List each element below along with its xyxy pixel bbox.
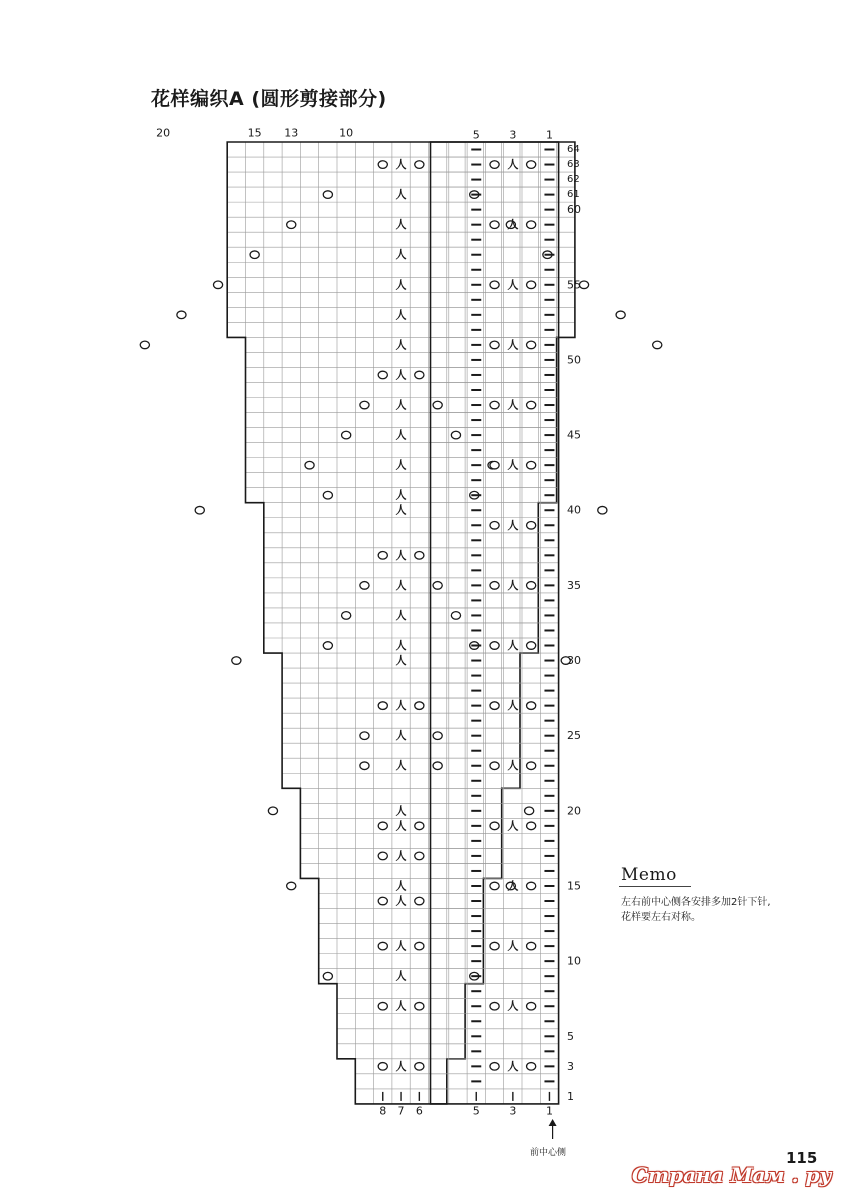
yarn-over-symbol: [378, 371, 387, 379]
decrease-symbol: 人: [395, 999, 407, 1013]
bottom-column-label: 5: [472, 1104, 480, 1118]
yarn-over-symbol: [490, 401, 499, 409]
decrease-symbol: 人: [507, 278, 519, 292]
decrease-symbol: 人: [507, 578, 519, 592]
yarn-over-symbol: [415, 852, 424, 860]
yarn-over-symbol: [527, 461, 536, 469]
decrease-symbol: 人: [507, 699, 519, 713]
yarn-over-symbol: [195, 506, 204, 514]
yarn-over-symbol: [323, 642, 332, 650]
decrease-symbol: 人: [507, 398, 519, 412]
yarn-over-symbol: [378, 897, 387, 905]
bottom-column-label: 8: [379, 1104, 387, 1118]
yarn-over-symbol: [305, 461, 314, 469]
yarn-over-symbol: [527, 341, 536, 349]
row-number: 35: [567, 578, 581, 592]
decrease-symbol: 人: [507, 879, 519, 893]
yarn-over-symbol: [378, 1063, 387, 1071]
yarn-over-symbol: [232, 657, 241, 665]
yarn-over-symbol: [378, 1002, 387, 1010]
yarn-over-symbol: [415, 702, 424, 710]
row-number: 30: [567, 654, 581, 668]
yarn-over-symbol: [415, 371, 424, 379]
yarn-over-symbol: [287, 882, 296, 890]
row-number: 1: [567, 1089, 574, 1103]
decrease-symbol: 人: [395, 248, 407, 262]
yarn-over-symbol: [451, 431, 460, 439]
yarn-over-symbol: [378, 161, 387, 169]
page-number: 115: [786, 1149, 818, 1167]
yarn-over-symbol: [378, 942, 387, 950]
yarn-over-symbol: [360, 732, 369, 740]
decrease-symbol: 人: [395, 639, 407, 653]
yarn-over-symbol: [342, 612, 351, 620]
yarn-over-symbol: [490, 1063, 499, 1071]
yarn-over-symbol: [616, 311, 625, 319]
yarn-over-symbol: [140, 341, 149, 349]
column-number: 5: [472, 128, 480, 142]
yarn-over-symbol: [323, 972, 332, 980]
decrease-symbol: 人: [507, 458, 519, 472]
row-number: 62: [567, 174, 580, 186]
decrease-symbol: 人: [395, 548, 407, 562]
yarn-over-symbol: [527, 521, 536, 529]
bottom-column-label: 3: [509, 1104, 517, 1118]
decrease-symbol: 人: [395, 759, 407, 773]
decrease-symbol: 人: [507, 759, 519, 773]
yarn-over-symbol: [415, 942, 424, 950]
decrease-symbol: 人: [507, 819, 519, 833]
yarn-over-symbol: [433, 401, 442, 409]
memo-line: 左右前中心侧各安排多加2针下针,: [621, 897, 771, 908]
yarn-over-symbol: [490, 281, 499, 289]
decrease-symbol: 人: [507, 939, 519, 953]
yarn-over-symbol: [527, 221, 536, 229]
yarn-over-symbol: [342, 431, 351, 439]
yarn-over-symbol: [360, 401, 369, 409]
page-title: 花样编织A (圆形剪接部分): [151, 88, 387, 110]
up-arrow-icon: [549, 1119, 557, 1126]
decrease-symbol: 人: [395, 488, 407, 502]
row-number: 5: [567, 1029, 574, 1043]
yarn-over-symbol: [527, 582, 536, 590]
decrease-symbol: 人: [507, 1059, 519, 1073]
yarn-over-symbol: [598, 506, 607, 514]
row-number: 15: [567, 879, 581, 893]
yarn-over-symbol: [490, 582, 499, 590]
decrease-symbol: 人: [507, 158, 519, 172]
decrease-symbol: 人: [507, 639, 519, 653]
decrease-symbol: 人: [395, 338, 407, 352]
yarn-over-symbol: [490, 882, 499, 890]
decrease-symbol: 人: [395, 503, 407, 517]
decrease-symbol: 人: [395, 218, 407, 232]
yarn-over-symbol: [527, 1063, 536, 1071]
decrease-symbol: 人: [395, 308, 407, 322]
decrease-symbol: 人: [395, 158, 407, 172]
yarn-over-symbol: [490, 161, 499, 169]
yarn-over-symbol: [415, 1002, 424, 1010]
row-number: 20: [567, 804, 581, 818]
decrease-symbol: 人: [507, 999, 519, 1013]
row-number: 61: [567, 189, 580, 201]
row-number: 55: [567, 278, 581, 292]
yarn-over-symbol: [415, 552, 424, 560]
yarn-over-symbol: [415, 897, 424, 905]
yarn-over-symbol: [490, 762, 499, 770]
decrease-symbol: 人: [507, 518, 519, 532]
decrease-symbol: 人: [395, 1059, 407, 1073]
bottom-column-label: 1: [545, 1104, 553, 1118]
watermark-logo: Страна Мам . ру: [632, 1163, 832, 1187]
row-number: 50: [567, 353, 581, 367]
memo-title: Memo: [621, 865, 677, 885]
memo-line: 花样要左右对称。: [621, 912, 701, 923]
decrease-symbol: 人: [395, 699, 407, 713]
yarn-over-symbol: [433, 582, 442, 590]
decrease-symbol: 人: [395, 879, 407, 893]
yarn-over-symbol: [415, 1063, 424, 1071]
yarn-over-symbol: [378, 552, 387, 560]
yarn-over-symbol: [378, 822, 387, 830]
yarn-over-symbol: [525, 807, 534, 815]
yarn-over-symbol: [527, 762, 536, 770]
row-number: 3: [567, 1059, 574, 1073]
decrease-symbol: 人: [395, 278, 407, 292]
decrease-symbol: 人: [507, 338, 519, 352]
decrease-symbol: 人: [507, 218, 519, 232]
yarn-over-symbol: [433, 762, 442, 770]
memo-underline: [619, 886, 691, 887]
row-number: 40: [567, 503, 581, 517]
yarn-over-symbol: [360, 582, 369, 590]
decrease-symbol: 人: [395, 654, 407, 668]
yarn-over-symbol: [451, 612, 460, 620]
decrease-symbol: 人: [395, 729, 407, 743]
yarn-over-symbol: [213, 281, 222, 289]
yarn-over-symbol: [490, 221, 499, 229]
yarn-over-symbol: [527, 882, 536, 890]
bottom-column-label: 7: [397, 1104, 405, 1118]
yarn-over-symbol: [527, 281, 536, 289]
yarn-over-symbol: [490, 341, 499, 349]
yarn-over-symbol: [527, 942, 536, 950]
row-number: 45: [567, 428, 581, 442]
yarn-over-symbol: [360, 762, 369, 770]
decrease-symbol: 人: [395, 398, 407, 412]
decrease-symbol: 人: [395, 819, 407, 833]
yarn-over-symbol: [490, 461, 499, 469]
yarn-over-symbol: [527, 822, 536, 830]
decrease-symbol: 人: [395, 188, 407, 202]
row-number: 10: [567, 954, 581, 968]
decrease-symbol: 人: [395, 804, 407, 818]
decrease-symbol: 人: [395, 939, 407, 953]
bottom-column-label: 6: [415, 1104, 423, 1118]
yarn-over-symbol: [250, 251, 259, 259]
column-number: 15: [247, 126, 262, 140]
row-number: 63: [567, 159, 580, 171]
decrease-symbol: 人: [395, 969, 407, 983]
yarn-over-symbol: [177, 311, 186, 319]
column-number: 3: [509, 128, 517, 142]
yarn-over-symbol: [490, 1002, 499, 1010]
yarn-over-symbol: [527, 1002, 536, 1010]
column-number: 20: [156, 126, 171, 140]
decrease-symbol: 人: [395, 368, 407, 382]
decrease-symbol: 人: [395, 578, 407, 592]
yarn-over-symbol: [415, 822, 424, 830]
yarn-over-symbol: [268, 807, 277, 815]
yarn-over-symbol: [433, 732, 442, 740]
row-number: 64: [567, 144, 580, 156]
decrease-symbol: 人: [395, 458, 407, 472]
yarn-over-symbol: [415, 161, 424, 169]
yarn-over-symbol: [378, 702, 387, 710]
yarn-over-symbol: [653, 341, 662, 349]
yarn-over-symbol: [490, 521, 499, 529]
decrease-symbol: 人: [395, 894, 407, 908]
column-number: 10: [339, 126, 354, 140]
yarn-over-symbol: [527, 702, 536, 710]
yarn-over-symbol: [527, 161, 536, 169]
decrease-symbol: 人: [395, 428, 407, 442]
decrease-symbol: 人: [395, 849, 407, 863]
yarn-over-symbol: [287, 221, 296, 229]
column-number: 1: [545, 128, 553, 142]
yarn-over-symbol: [490, 702, 499, 710]
yarn-over-symbol: [490, 942, 499, 950]
decrease-symbol: 人: [395, 608, 407, 622]
front-center-label: 前中心侧: [530, 1148, 567, 1158]
yarn-over-symbol: [323, 191, 332, 199]
yarn-over-symbol: [527, 642, 536, 650]
column-number: 13: [284, 126, 299, 140]
yarn-over-symbol: [378, 852, 387, 860]
yarn-over-symbol: [323, 491, 332, 499]
yarn-over-symbol: [527, 401, 536, 409]
row-number: 60: [567, 203, 581, 217]
yarn-over-symbol: [490, 642, 499, 650]
row-number: 25: [567, 729, 581, 743]
yarn-over-symbol: [490, 822, 499, 830]
